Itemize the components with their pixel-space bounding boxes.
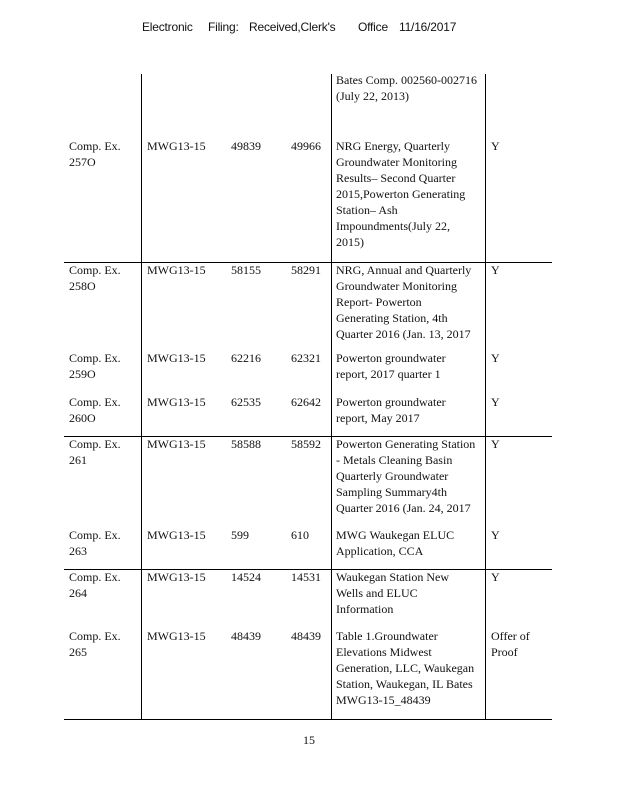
exhibit-number-line: Comp. Ex. <box>69 629 121 643</box>
exhibit-number-line: 261 <box>69 453 87 467</box>
exhibit-description-line: MWG Waukegan ELUC <box>336 528 455 542</box>
bates-begin: 14524 <box>231 570 261 584</box>
exhibit-description-line: Table 1.Groundwater <box>336 629 438 643</box>
status <box>491 436 500 452</box>
exhibit-description-line: Quarter 2016 (Jan. 24, 2017 <box>336 501 471 515</box>
bates-begin: 62535 <box>231 395 261 409</box>
exhibit-number <box>69 628 121 660</box>
bates-end: 48439 <box>291 629 321 643</box>
bates-prefix: MWG13-15 <box>147 395 206 409</box>
header-office: Office <box>358 20 388 34</box>
exhibit-description <box>336 262 486 342</box>
bates-prefix: MWG13-15 <box>147 437 206 451</box>
exhibit-description <box>336 394 486 426</box>
exhibit-description-line: Station– Ash <box>336 203 398 217</box>
status-line: Y <box>491 395 500 409</box>
exhibit-description-line: MWG13-15_48439 <box>336 693 431 707</box>
exhibit-description-line: Information <box>336 602 394 616</box>
exhibit-description <box>336 527 486 559</box>
exhibit-number <box>69 436 121 468</box>
status <box>491 262 500 278</box>
exhibit-description-line: Powerton groundwater <box>336 395 446 409</box>
exhibit-number-line: Comp. Ex. <box>69 395 121 409</box>
bates-prefix: MWG13-15 <box>147 263 206 277</box>
exhibit-description-line: report, May 2017 <box>336 411 420 425</box>
exhibit-number-line: 264 <box>69 586 87 600</box>
header-received: Received,Clerk's <box>249 20 336 34</box>
exhibit-description-line: Groundwater Monitoring <box>336 279 457 293</box>
exhibit-number-line: Comp. Ex. <box>69 570 121 584</box>
exhibit-number-line: Comp. Ex. <box>69 351 121 365</box>
status-line: Y <box>491 263 500 277</box>
exhibit-description-line: Powerton Generating Station <box>336 437 476 451</box>
exhibit-number-line: 258O <box>69 279 96 293</box>
bates-prefix: MWG13-15 <box>147 139 206 153</box>
bates-end: 58592 <box>291 437 321 451</box>
exhibit-description-line: report, 2017 quarter 1 <box>336 367 441 381</box>
status-line: Offer of <box>491 629 530 643</box>
status-line: Y <box>491 139 500 153</box>
status-line: Y <box>491 570 500 584</box>
exhibit-description <box>336 138 486 250</box>
exhibit-description-line: Quarter 2016 (Jan. 13, 2017 <box>336 327 471 341</box>
bates-prefix: MWG13-15 <box>147 528 206 542</box>
column-divider <box>331 74 332 719</box>
exhibit-description-line: NRG Energy, Quarterly <box>336 139 450 153</box>
bates-end: 49966 <box>291 139 321 153</box>
exhibit-number <box>69 262 121 294</box>
bates-end: 62321 <box>291 351 321 365</box>
exhibit-description-line: Application, CCA <box>336 544 424 558</box>
exhibit-number-line: 257O <box>69 155 96 169</box>
bates-end: 610 <box>291 528 309 542</box>
exhibit-number-line: 259O <box>69 367 96 381</box>
status-line: Y <box>491 351 500 365</box>
bates-end: 14531 <box>291 570 321 584</box>
header-date: 11/16/2017 <box>399 20 457 34</box>
bates-prefix: MWG13-15 <box>147 351 206 365</box>
exhibit-number <box>69 394 121 426</box>
row-divider <box>64 719 552 720</box>
exhibit-description-line: NRG, Annual and Quarterly <box>336 263 472 277</box>
exhibit-description-line: Elevations Midwest <box>336 645 432 659</box>
bates-end: 62642 <box>291 395 321 409</box>
status <box>491 394 500 410</box>
exhibit-description-line: Powerton groundwater <box>336 351 446 365</box>
exhibit-description-line: Sampling Summary4th <box>336 485 447 499</box>
exhibit-description <box>336 350 486 382</box>
bates-begin: 48439 <box>231 629 261 643</box>
bates-end: 58291 <box>291 263 321 277</box>
exhibit-number-line: Comp. Ex. <box>69 139 121 153</box>
bates-begin: 62216 <box>231 351 261 365</box>
exhibit-description-line: Waukegan Station New <box>336 570 450 584</box>
status-line: Y <box>491 437 500 451</box>
bates-begin: 599 <box>231 528 249 542</box>
exhibit-number <box>69 569 121 601</box>
bates-prefix: MWG13-15 <box>147 570 206 584</box>
exhibit-number <box>69 138 121 170</box>
exhibit-description-line: 2015) <box>336 235 364 249</box>
exhibit-number <box>69 350 121 382</box>
bates-begin: 49839 <box>231 139 261 153</box>
exhibit-description <box>336 628 486 708</box>
exhibit-description-line: Impoundments(July 22, <box>336 219 450 233</box>
status <box>491 350 500 366</box>
exhibit-description-line: 2015,Powerton Generating <box>336 187 466 201</box>
status <box>491 138 500 154</box>
exhibit-description <box>336 436 486 516</box>
bates-prefix: MWG13-15 <box>147 629 206 643</box>
continuation-description-line: Bates Comp. 002560-002716 <box>336 73 477 87</box>
exhibit-description-line: Quarterly Groundwater <box>336 469 449 483</box>
status <box>491 628 530 660</box>
exhibit-number-line: 265 <box>69 645 87 659</box>
bates-begin: 58155 <box>231 263 261 277</box>
exhibit-number-line: 263 <box>69 544 87 558</box>
header-filing: Filing: <box>208 20 239 34</box>
exhibit-description-line: Results– Second Quarter <box>336 171 456 185</box>
continuation-description <box>336 72 486 104</box>
header-electronic: Electronic <box>142 20 193 34</box>
exhibit-description-line: Wells and ELUC <box>336 586 418 600</box>
status-line: Proof <box>491 645 518 659</box>
exhibit-description <box>336 569 486 617</box>
bates-begin: 58588 <box>231 437 261 451</box>
status <box>491 527 500 543</box>
page-number: 15 <box>303 733 315 747</box>
exhibit-number <box>69 527 121 559</box>
exhibit-description-line: Station, Waukegan, IL Bates <box>336 677 473 691</box>
exhibit-description-line: Groundwater Monitoring <box>336 155 457 169</box>
exhibit-number-line: Comp. Ex. <box>69 437 121 451</box>
column-divider <box>141 74 142 719</box>
status-line: Y <box>491 528 500 542</box>
exhibit-number-line: 260O <box>69 411 96 425</box>
continuation-description-line: (July 22, 2013) <box>336 89 409 103</box>
exhibit-description-line: Generation, LLC, Waukegan <box>336 661 475 675</box>
status <box>491 569 500 585</box>
exhibit-number-line: Comp. Ex. <box>69 263 121 277</box>
exhibit-number-line: Comp. Ex. <box>69 528 121 542</box>
exhibit-description-line: Report- Powerton <box>336 295 422 309</box>
exhibit-description-line: - Metals Cleaning Basin <box>336 453 453 467</box>
exhibit-description-line: Generating Station, 4th <box>336 311 448 325</box>
